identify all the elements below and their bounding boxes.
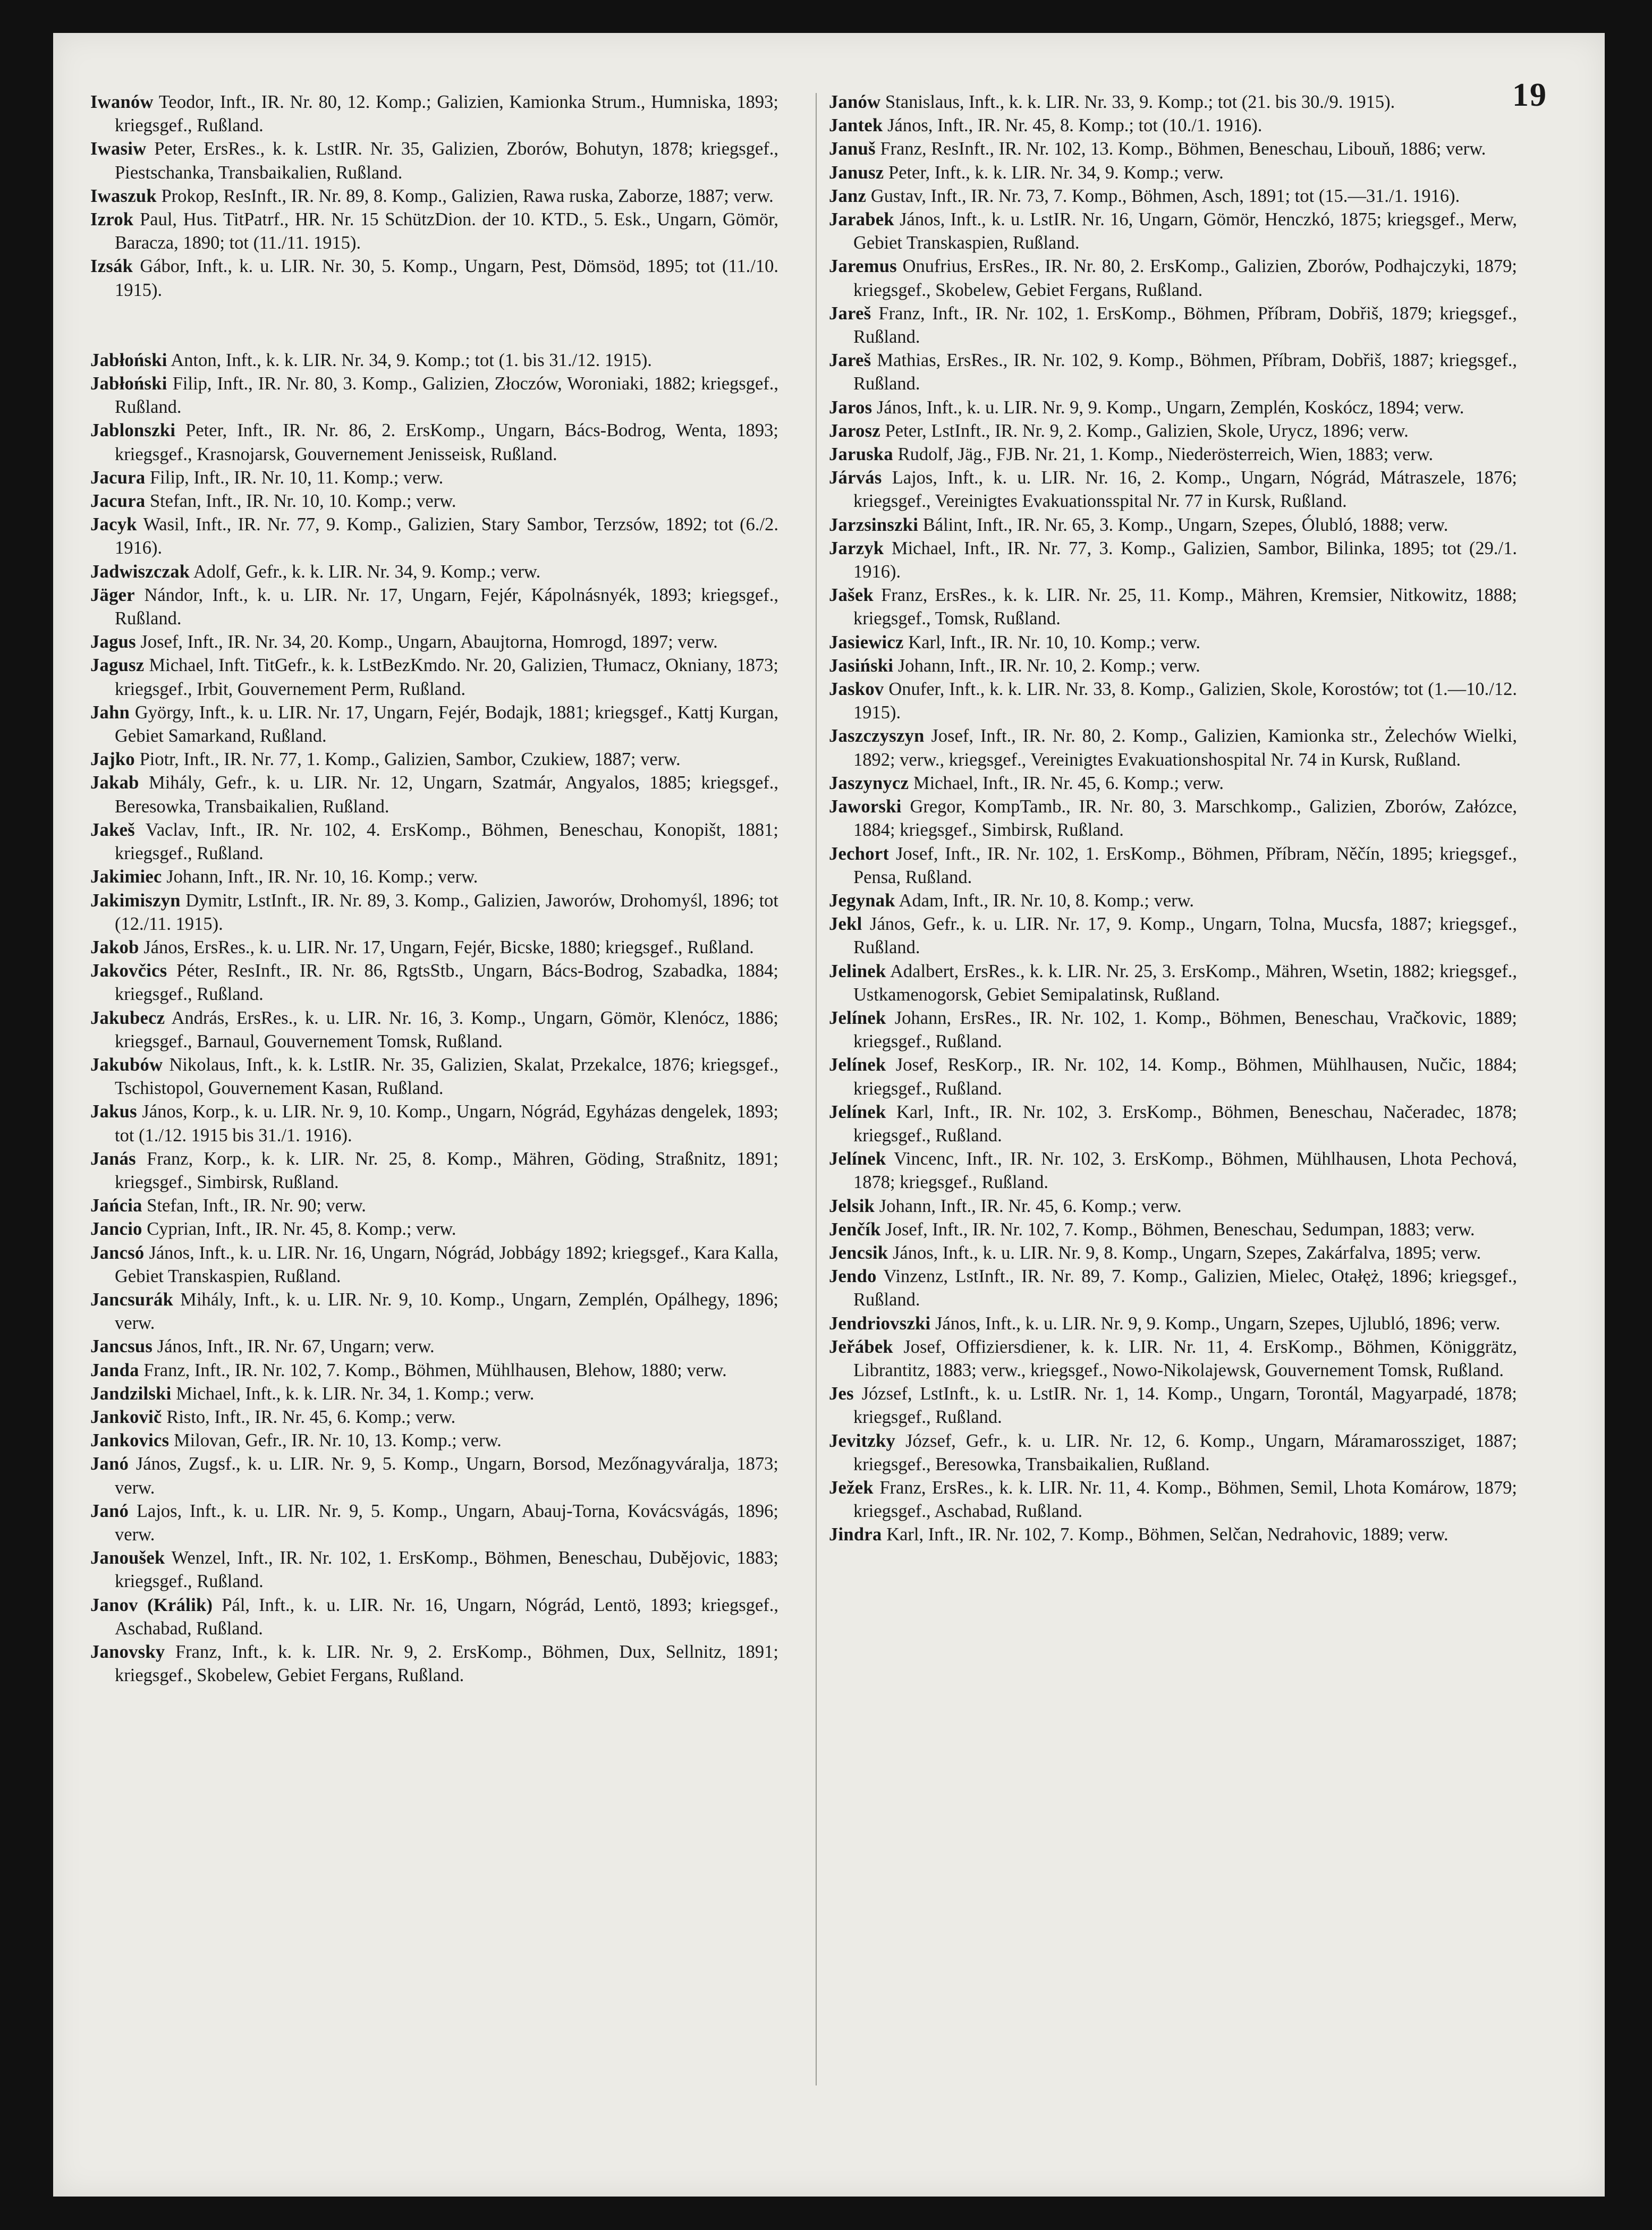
entry-surname: Jacura <box>90 467 146 488</box>
register-entry <box>829 161 1517 184</box>
entry-surname: Januš <box>829 139 876 159</box>
entry-surname: Jantek <box>829 115 883 136</box>
entry-surname: Jendo <box>829 1266 877 1287</box>
register-entry <box>90 184 778 208</box>
entry-surname: Jagus <box>90 632 136 652</box>
register-entry <box>829 583 1517 630</box>
register-entry <box>90 489 778 513</box>
register-entry <box>90 748 778 771</box>
register-entry <box>90 583 778 630</box>
entry-details: Josef, Inft., IR. Nr. 80, 2. Komp., Galizien, Kamionka str., Żelechów Wielki, 1892; verw., kriegsgef., Vereinigtes Evakuationshospital Nr. 74 in Kursk, Rußland. <box>853 726 1517 770</box>
entry-surname: Jancsus <box>90 1336 153 1357</box>
entry-details: Franz, ResInft., IR. Nr. 102, 13. Komp., Böhmen, Beneschau, Libouň, 1886; verw. <box>880 139 1486 159</box>
entry-surname: Jindra <box>829 1524 882 1545</box>
entry-surname: Jakimiec <box>90 867 162 887</box>
register-entry <box>829 1241 1517 1265</box>
entry-details: Franz, ErsRes., k. k. LIR. Nr. 11, 4. Komp., Böhmen, Semil, Lhota Komárow, 1879; kriegsgef., Aschabad, Rußland. <box>853 1477 1517 1522</box>
entry-surname: Jańcia <box>90 1195 142 1216</box>
entry-surname: Jelinek <box>829 961 886 981</box>
entry-details: Péter, ResInft., IR. Nr. 86, RgtsStb., Ungarn, Bács-Bodrog, Szabadka, 1884; kriegsgef., Rußland. <box>115 961 779 1005</box>
register-entry <box>90 771 778 818</box>
register-entry <box>829 677 1517 724</box>
register-entry <box>90 1053 778 1100</box>
register-entry <box>90 560 778 583</box>
register-entry <box>829 1194 1517 1218</box>
entry-details: Peter, Inft., k. k. LIR. Nr. 34, 9. Komp.; verw. <box>888 162 1224 183</box>
entry-surname: Jakeš <box>90 819 135 840</box>
entry-surname: Jaremus <box>829 256 897 277</box>
entry-surname: Janda <box>90 1360 139 1380</box>
entry-details: János, Inft., k. u. LIR. Nr. 16, Ungarn, Nógrád, Jobbágy 1892; kriegsgef., Kara Kalla, Gebiet Transkaspien, Rußland. <box>115 1242 778 1286</box>
register-entry <box>90 1288 778 1335</box>
entry-details: János, ErsRes., k. u. LIR. Nr. 17, Ungarn, Fejér, Bicske, 1880; kriegsgef., Rußland. <box>143 937 754 957</box>
entry-details: János, Zugsf., k. u. LIR. Nr. 9, 5. Komp., Ungarn, Borsod, Mezőnagyváralja, 1873; verw. <box>115 1454 779 1498</box>
register-entry <box>829 912 1517 959</box>
entry-surname: Jekl <box>829 914 862 935</box>
entry-surname: Jareš <box>829 350 871 371</box>
entry-details: Josef, Offiziersdiener, k. k. LIR. Nr. 11, 4. ErsKomp., Böhmen, Königgrätz, Librantitz, 1883; verw., kriegsgef., Nowo-Nikolajewsk, Gouvernement Tomsk, Rußland. <box>853 1336 1518 1380</box>
entry-details: György, Inft., k. u. LIR. Nr. 17, Ungarn, Fejér, Bodajk, 1881; kriegsgef., Kattj Kurgan, Gebiet Samarkand, Rußland. <box>115 702 778 747</box>
entry-surname: Jelsik <box>829 1195 875 1216</box>
entry-details: Vincenc, Inft., IR. Nr. 102, 3. ErsKomp., Böhmen, Mühlhausen, Lhota Pechová, 1878; kriegsgef., Rußland. <box>853 1149 1517 1193</box>
entry-details: Onufer, Inft., k. k. LIR. Nr. 33, 8. Komp., Galizien, Skole, Korostów; tot (1.—10./12. 1915). <box>853 679 1517 723</box>
entry-surname: Jevitzky <box>829 1430 896 1451</box>
page-number: 19 <box>1512 77 1547 113</box>
entry-details: Peter, ErsRes., k. k. LstIR. Nr. 35, Galizien, Zborów, Bohutyn, 1878; kriegsgef., Piestschanka, Transbaikalien, Rußland. <box>115 139 778 183</box>
register-entry <box>90 1194 778 1217</box>
entry-surname: Jancio <box>90 1219 142 1240</box>
entry-surname: Izrok <box>90 209 134 230</box>
entry-details: Adolf, Gefr., k. k. LIR. Nr. 34, 9. Komp.; verw. <box>193 561 541 582</box>
entry-details: Josef, Inft., IR. Nr. 34, 20. Komp., Ungarn, Abaujtorna, Homrogd, 1897; verw. <box>140 632 718 652</box>
register-entry <box>90 349 778 372</box>
entry-details: Michael, Inft., k. k. LIR. Nr. 34, 1. Komp.; verw. <box>176 1383 535 1404</box>
register-entry <box>90 419 778 465</box>
entry-details: Pál, Inft., k. u. LIR. Nr. 16, Ungarn, Nógrád, Lentö, 1893; kriegsgef., Aschabad, Rußland. <box>115 1595 778 1639</box>
entry-surname: Jaszczyszyn <box>829 726 925 747</box>
register-entry <box>90 1382 778 1405</box>
entry-details: József, Gefr., k. u. LIR. Nr. 12, 6. Komp., Ungarn, Máramarossziget, 1887; kriegsgef., Beresowka, Transbaikalien, Rußland. <box>853 1430 1518 1474</box>
entry-surname: Jechort <box>829 843 889 864</box>
register-entry <box>90 466 778 489</box>
register-entry <box>90 1359 778 1382</box>
register-entry <box>90 1546 778 1593</box>
entry-details: Josef, Inft., IR. Nr. 102, 1. ErsKomp., Böhmen, Příbram, Něčín, 1895; kriegsgef., Pensa, Rußland. <box>853 843 1518 887</box>
entry-details: József, LstInft., k. u. LstIR. Nr. 1, 14. Komp., Ungarn, Torontál, Magyarpadé, 1878; kriegsgef., Rußland. <box>853 1384 1518 1428</box>
register-entry <box>829 537 1517 583</box>
entry-surname: Jakob <box>90 937 139 957</box>
register-entry <box>829 513 1517 537</box>
register-entry <box>829 1006 1517 1053</box>
entry-details: Franz, ErsRes., k. k. LIR. Nr. 25, 11. Komp., Mähren, Kremsier, Nitkowitz, 1888; kriegsgef., Tomsk, Rußland. <box>853 585 1517 629</box>
entry-surname: Janás <box>90 1148 136 1169</box>
entry-details: Paul, Hus. TitPatrf., HR. Nr. 15 SchützDion. der 10. KTD., 5. Esk., Ungarn, Gömör, Baracza, 1890; tot (11./11. 1915). <box>115 209 779 253</box>
register-entry <box>829 396 1517 419</box>
entry-details: Peter, LstInft., IR. Nr. 9, 2. Komp., Galizien, Skole, Urycz, 1896; verw. <box>885 420 1409 441</box>
entry-details: Mathias, ErsRes., IR. Nr. 102, 9. Komp., Böhmen, Příbram, Dobřiš, 1887; kriegsgef., Rußland. <box>853 350 1517 394</box>
entry-details: Michael, Inft. TitGefr., k. k. LstBezKmdo. Nr. 20, Galizien, Tłumacz, Okniany, 1873; kriegsgef., Irbit, Gouvernement Perm, Rußland. <box>115 655 779 699</box>
entry-surname: Jes <box>829 1384 854 1404</box>
entry-surname: Jakubów <box>90 1054 163 1075</box>
entry-details: János, Inft., IR. Nr. 45, 8. Komp.; tot (10./1. 1916). <box>887 115 1263 136</box>
entry-details: Wasil, Inft., IR. Nr. 77, 9. Komp., Galizien, Stary Sambor, Terzsów, 1892; tot (6./2. 1916). <box>115 514 778 558</box>
entry-surname: Janusz <box>829 162 884 183</box>
entry-surname: Jarzyk <box>829 538 884 558</box>
entry-surname: Jakovčics <box>90 961 167 981</box>
entry-surname: Jendriovszki <box>829 1313 931 1334</box>
entry-details: Johann, Inft., IR. Nr. 45, 6. Komp.; verw. <box>879 1195 1182 1216</box>
entry-surname: Jelínek <box>829 1055 886 1075</box>
entry-details: Nándor, Inft., k. u. LIR. Nr. 17, Ungarn, Fejér, Kápolnásnyék, 1893; kriegsgef., Rußland. <box>115 584 778 629</box>
register-entry <box>90 1640 778 1687</box>
register-entry <box>829 349 1517 395</box>
register-entry <box>829 443 1517 466</box>
entry-surname: Janoušek <box>90 1548 165 1568</box>
register-entry <box>829 654 1517 677</box>
entry-details: János, Inft., k. u. LIR. Nr. 9, 8. Komp., Ungarn, Szepes, Zakárfalva, 1895; verw. <box>893 1242 1481 1263</box>
entry-details: Gregor, KompTamb., IR. Nr. 80, 3. Marschkomp., Galizien, Zborów, Załózce, 1884; kriegsgef., Simbirsk, Rußland. <box>853 796 1518 841</box>
entry-surname: Jankovics <box>90 1430 170 1451</box>
entry-details: Bálint, Inft., IR. Nr. 65, 3. Komp., Ungarn, Szepes, Ólubló, 1888; verw. <box>922 514 1448 535</box>
register-entry <box>90 1499 778 1546</box>
entry-details: János, Inft., IR. Nr. 67, Ungarn; verw. <box>157 1336 435 1357</box>
register-entry <box>829 1053 1517 1100</box>
entry-details: Adam, Inft., IR. Nr. 10, 8. Komp.; verw. <box>899 890 1194 911</box>
entry-details: Mihály, Gefr., k. u. LIR. Nr. 12, Ungarn, Szatmár, Angyalos, 1885; kriegsgef., Beresowka, Transbaikalien, Rußland. <box>115 773 778 817</box>
register-entry <box>90 818 778 865</box>
entry-surname: Iwaszuk <box>90 185 157 206</box>
entry-surname: Jancsó <box>90 1242 145 1263</box>
entry-surname: Jablonszki <box>90 420 176 441</box>
register-entry <box>90 1335 778 1358</box>
entry-details: János, Inft., k. u. LstIR. Nr. 16, Ungarn, Gömör, Henczkó, 1875; kriegsgef., Merw, Gebiet Transkaspien, Rußland. <box>853 209 1518 253</box>
entry-surname: Jaskov <box>829 679 884 700</box>
register-entry <box>829 466 1517 513</box>
entry-details: Michael, Inft., IR. Nr. 45, 6. Komp.; verw. <box>913 773 1224 793</box>
entry-details: András, ErsRes., k. u. LIR. Nr. 16, 3. Komp., Ungarn, Gömör, Klenócz, 1886; kriegsgef., Barnaul, Gouvernement Tomsk, Rußland. <box>115 1007 778 1052</box>
entry-details: Karl, Inft., IR. Nr. 102, 7. Komp., Böhmen, Selčan, Nedrahovic, 1889; verw. <box>886 1524 1448 1545</box>
column-divider <box>816 93 817 2085</box>
entry-surname: Janów <box>829 92 881 112</box>
entry-surname: Jaros <box>829 397 872 418</box>
entry-surname: Janz <box>829 185 867 206</box>
register-entry <box>90 255 778 301</box>
entry-details: Gábor, Inft., k. u. LIR. Nr. 30, 5. Komp., Ungarn, Pest, Dömsöd, 1895; tot (11./10. 1915). <box>115 256 778 300</box>
entry-surname: Jabłoński <box>90 350 167 370</box>
entry-surname: Jandzilski <box>90 1383 172 1404</box>
entry-surname: Jelínek <box>829 1149 886 1169</box>
entry-details: János, Inft., k. u. LIR. Nr. 9, 9. Komp., Ungarn, Szepes, Ujlubló, 1896; verw. <box>935 1313 1501 1334</box>
entry-surname: Janov (Králik) <box>90 1595 213 1615</box>
register-entry <box>829 1476 1517 1523</box>
entry-details: Mihály, Inft., k. u. LIR. Nr. 9, 10. Komp., Ungarn, Zemplén, Opálhegy, 1896; verw. <box>115 1289 778 1334</box>
entry-details: Peter, Inft., IR. Nr. 86, 2. ErsKomp., Ungarn, Bács-Bodrog, Wenta, 1893; kriegsgef., Krasnojarsk, Gouvernement Jenisseisk, Rußland. <box>115 420 778 464</box>
register-entry <box>90 208 778 255</box>
register-entry <box>90 513 778 559</box>
entry-surname: Jeřábek <box>829 1336 893 1357</box>
entry-surname: Jarabek <box>829 209 894 230</box>
entry-surname: Jäger <box>90 584 135 605</box>
entry-surname: Iwanów <box>90 92 154 112</box>
entry-details: Wenzel, Inft., IR. Nr. 102, 1. ErsKomp., Böhmen, Beneschau, Dubějovic, 1883; kriegsgef., Rußland. <box>115 1548 778 1592</box>
register-entry <box>90 1452 778 1499</box>
entry-details: Lajos, Inft., k. u. LIR. Nr. 9, 5. Komp., Ungarn, Abauj-Torna, Kovácsvágás, 1896; verw. <box>115 1500 779 1545</box>
register-entry <box>90 865 778 888</box>
register-entry <box>90 137 778 184</box>
entry-surname: Jankovič <box>90 1406 162 1427</box>
entry-surname: Jacura <box>90 491 146 512</box>
register-entry <box>829 208 1517 255</box>
entry-surname: Janovsky <box>90 1642 165 1662</box>
entry-details: Vaclav, Inft., IR. Nr. 102, 4. ErsKomp., Böhmen, Beneschau, Konopišt, 1881; kriegsgef., Rußland. <box>115 819 778 864</box>
entry-details: Risto, Inft., IR. Nr. 45, 6. Komp.; verw. <box>166 1406 456 1427</box>
register-entry <box>90 1429 778 1452</box>
entry-details: Franz, Inft., IR. Nr. 102, 7. Komp., Böhmen, Mühlhausen, Blehow, 1880; verw. <box>143 1360 727 1380</box>
register-entry <box>90 701 778 748</box>
entry-surname: Járvás <box>829 468 882 488</box>
entry-details: Adalbert, ErsRes., k. k. LIR. Nr. 25, 3. ErsKomp., Mähren, Wsetin, 1882; kriegsgef., Ustkamenogorsk, Gebiet Semipalatinsk, Rußland. <box>853 961 1517 1005</box>
register-entry <box>829 419 1517 443</box>
entry-surname: Jareš <box>829 303 871 324</box>
entry-details: Franz, Inft., k. k. LIR. Nr. 9, 2. ErsKomp., Böhmen, Dux, Sellnitz, 1891; kriegsgef., Skobelew, Gebiet Fergans, Rußland. <box>115 1642 778 1686</box>
register-entry <box>90 1593 778 1640</box>
entry-details: Franz, Korp., k. k. LIR. Nr. 25, 8. Komp., Mähren, Göding, Straßnitz, 1891; kriegsgef., Simbirsk, Rußland. <box>115 1148 778 1192</box>
entry-surname: Jarosz <box>829 420 880 441</box>
entry-surname: Jancsurák <box>90 1289 174 1310</box>
entry-surname: Jelínek <box>829 1007 886 1028</box>
register-entry <box>829 114 1517 137</box>
register-entry <box>829 1147 1517 1194</box>
entry-surname: Jagusz <box>90 655 145 676</box>
register-entry <box>90 889 778 936</box>
entry-details: János, Gefr., k. u. LIR. Nr. 17, 9. Komp., Ungarn, Tolna, Mucsfa, 1887; kriegsgef., Rußland. <box>853 914 1518 958</box>
entry-surname: Jasiński <box>829 655 894 676</box>
entry-surname: Jahn <box>90 702 130 723</box>
register-entry <box>829 1218 1517 1241</box>
entry-details: Karl, Inft., IR. Nr. 102, 3. ErsKomp., Böhmen, Beneschau, Načeradec, 1878; kriegsgef., Rußland. <box>853 1101 1517 1146</box>
entry-surname: Jaworski <box>829 796 902 817</box>
entry-surname: Ježek <box>829 1477 874 1498</box>
entry-surname: Jakus <box>90 1101 137 1122</box>
entry-details: Piotr, Inft., IR. Nr. 77, 1. Komp., Galizien, Sambor, Czukiew, 1887; verw. <box>139 749 681 770</box>
entry-details: Stefan, Inft., IR. Nr. 10, 10. Komp.; verw. <box>150 491 456 512</box>
entry-details: Johann, Inft., IR. Nr. 10, 16. Komp.; verw. <box>166 867 478 887</box>
entry-details: János, Korp., k. u. LIR. Nr. 9, 10. Komp., Ungarn, Nógrád, Egyházas dengelek, 1893; tot (1./12. 1915 bis 31./1. 1916). <box>115 1101 778 1146</box>
register-entry <box>829 1523 1517 1546</box>
entry-details: Josef, Inft., IR. Nr. 102, 7. Komp., Böhmen, Beneschau, Sedumpan, 1883; verw. <box>885 1219 1475 1240</box>
entry-surname: Jadwiszczak <box>90 561 190 582</box>
register-entry <box>829 1312 1517 1335</box>
right-column <box>829 90 1517 1547</box>
entry-details: Prokop, ResInft., IR. Nr. 89, 8. Komp., Galizien, Rawa ruska, Zaborze, 1887; verw. <box>161 185 774 206</box>
entry-details: Filip, Inft., IR. Nr. 10, 11. Komp.; verw. <box>150 467 444 488</box>
entry-details: Vinzenz, LstInft., IR. Nr. 89, 7. Komp., Galizien, Mielec, Otałęż, 1896; kriegsgef., Rußland. <box>853 1266 1517 1310</box>
register-entry <box>829 137 1517 160</box>
register-entry <box>829 1382 1517 1429</box>
register-entry <box>829 1335 1517 1382</box>
entry-details: Cyprian, Inft., IR. Nr. 45, 8. Komp.; verw. <box>147 1219 456 1240</box>
entry-surname: Iwasiw <box>90 139 147 159</box>
entry-details: Lajos, Inft., k. u. LIR. Nr. 16, 2. Komp., Ungarn, Nógrád, Mátraszele, 1876; kriegsgef., Vereinigtes Evakuationsspital Nr. 77 in Kursk, Rußland. <box>853 468 1517 512</box>
register-entry <box>90 372 778 419</box>
entry-details: Onufrius, ErsRes., IR. Nr. 80, 2. ErsKomp., Galizien, Zborów, Podhajczyki, 1879; kriegsgef., Skobelew, Gebiet Fergans, Rußland. <box>853 256 1518 300</box>
entry-surname: Jajko <box>90 749 135 770</box>
entry-details: Karl, Inft., IR. Nr. 10, 10. Komp.; verw. <box>908 632 1200 652</box>
entry-surname: Jakubecz <box>90 1007 165 1028</box>
register-entry <box>90 936 778 959</box>
register-entry <box>829 90 1517 114</box>
entry-details: Stefan, Inft., IR. Nr. 90; verw. <box>147 1195 366 1216</box>
entry-details: Stanislaus, Inft., k. k. LIR. Nr. 33, 9. Komp.; tot (21. bis 30./9. 1915). <box>885 92 1395 112</box>
left-column <box>90 90 778 1687</box>
entry-details: Filip, Inft., IR. Nr. 80, 3. Komp., Galizien, Złoczów, Woroniaki, 1882; kriegsgef., Rußland. <box>115 374 779 418</box>
entry-details: Johann, Inft., IR. Nr. 10, 2. Komp.; verw. <box>897 655 1200 676</box>
entry-surname: Jašek <box>829 585 874 606</box>
entry-surname: Janó <box>90 1454 129 1474</box>
register-entry <box>90 1006 778 1053</box>
entry-surname: Jaruska <box>829 444 893 465</box>
entry-details: Rudolf, Jäg., FJB. Nr. 21, 1. Komp., Niederösterreich, Wien, 1883; verw. <box>897 444 1434 465</box>
entry-surname: Jabłoński <box>90 374 167 394</box>
register-entry <box>90 1217 778 1241</box>
entry-surname: Jarzsinszki <box>829 514 919 535</box>
register-entry <box>90 1241 778 1288</box>
entry-surname: Jegynak <box>829 890 895 911</box>
register-entry <box>90 90 778 137</box>
register-entry <box>90 1100 778 1147</box>
register-entry <box>829 795 1517 842</box>
entry-surname: Jelínek <box>829 1101 886 1122</box>
entry-details: János, Inft., k. u. LIR. Nr. 9, 9. Komp., Ungarn, Zemplén, Koskócz, 1894; verw. <box>877 397 1464 418</box>
entry-details: Johann, ErsRes., IR. Nr. 102, 1. Komp., Böhmen, Beneschau, Vračkovic, 1889; kriegsgef., Rußland. <box>853 1007 1517 1052</box>
register-entry <box>829 184 1517 208</box>
register-entry <box>829 255 1517 301</box>
entry-details: Gustav, Inft., IR. Nr. 73, 7. Komp., Böhmen, Asch, 1891; tot (15.—31./1. 1916). <box>870 185 1460 206</box>
register-entry <box>90 654 778 700</box>
register-entry <box>829 302 1517 349</box>
entry-surname: Jencsik <box>829 1242 888 1263</box>
entry-details: Milovan, Gefr., IR. Nr. 10, 13. Komp.; verw. <box>174 1430 502 1451</box>
entry-details: Franz, Inft., IR. Nr. 102, 1. ErsKomp., Böhmen, Příbram, Dobřiš, 1879; kriegsgef., Rußland. <box>853 303 1518 347</box>
register-entry <box>829 960 1517 1006</box>
entry-surname: Jenčík <box>829 1219 881 1240</box>
register-entry <box>829 889 1517 912</box>
entry-details: Michael, Inft., IR. Nr. 77, 3. Komp., Galizien, Sambor, Bilinka, 1895; tot (29./1. 1916). <box>853 538 1518 582</box>
entry-details: Anton, Inft., k. k. LIR. Nr. 34, 9. Komp.; tot (1. bis 31./12. 1915). <box>171 350 652 370</box>
register-entry <box>90 1405 778 1429</box>
entry-details: Nikolaus, Inft., k. k. LstIR. Nr. 35, Galizien, Skalat, Przekalce, 1876; kriegsgef., Tschistopol, Gouvernement Kasan, Rußland. <box>115 1054 779 1099</box>
register-entry <box>829 1100 1517 1147</box>
entry-details: Teodor, Inft., IR. Nr. 80, 12. Komp.; Galizien, Kamionka Strum., Humniska, 1893; kriegsgef., Rußland. <box>115 92 778 136</box>
register-entry <box>829 1429 1517 1476</box>
entry-surname: Jakab <box>90 773 139 793</box>
register-entry <box>829 724 1517 771</box>
entry-surname: Jaszynycz <box>829 773 909 793</box>
register-entry <box>829 771 1517 795</box>
entry-surname: Jacyk <box>90 514 137 535</box>
entry-surname: Jasiewicz <box>829 632 904 652</box>
entry-surname: Izsák <box>90 256 133 277</box>
register-entry <box>90 1147 778 1194</box>
entry-details: Dymitr, LstInft., IR. Nr. 89, 3. Komp., Galizien, Jaworów, Drohomyśl, 1896; tot (12./11. 1915). <box>115 890 779 934</box>
register-entry <box>829 1265 1517 1311</box>
entry-details: Josef, ResKorp., IR. Nr. 102, 14. Komp., Böhmen, Mühlhausen, Nučic, 1884; kriegsgef., Rußland. <box>853 1055 1517 1099</box>
register-entry <box>829 631 1517 654</box>
register-entry <box>829 842 1517 889</box>
entry-surname: Janó <box>90 1500 129 1521</box>
entry-surname: Jakimiszyn <box>90 890 181 911</box>
register-entry <box>90 959 778 1006</box>
register-entry <box>90 630 778 654</box>
